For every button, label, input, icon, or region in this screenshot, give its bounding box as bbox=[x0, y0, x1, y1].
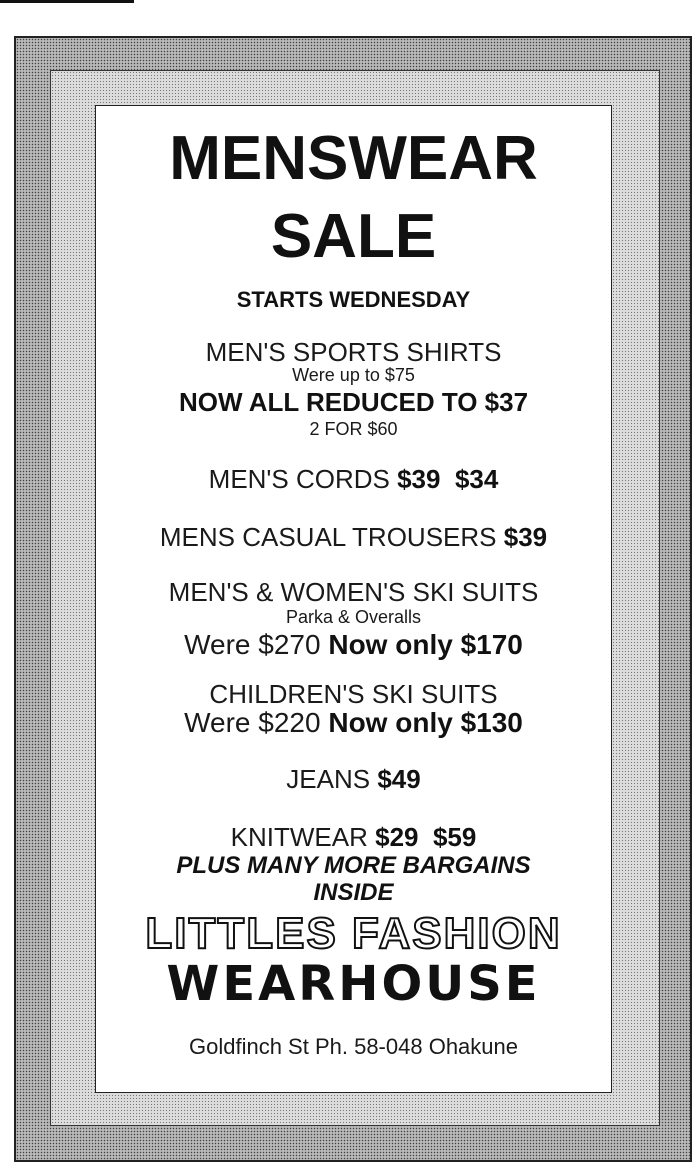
skisuits-title: MEN'S & WOMEN'S SKI SUITS bbox=[168, 577, 539, 607]
shirts-now: NOW ALL REDUCED TO $37 bbox=[178, 387, 529, 417]
starts-wednesday: STARTS WEDNESDAY bbox=[236, 287, 471, 312]
trousers-line bbox=[96, 524, 611, 550]
skisuits-was: Were $270 bbox=[184, 629, 329, 660]
skisuits-now: Now only $170 bbox=[328, 629, 523, 660]
shirts-deal: 2 FOR $60 bbox=[309, 419, 398, 439]
headline-menswear: MENSWEAR bbox=[169, 124, 538, 193]
skisuits-price-line bbox=[96, 631, 611, 659]
top-rule bbox=[0, 0, 134, 3]
jeans-line bbox=[96, 766, 611, 792]
cords-price-old: $39 bbox=[397, 464, 441, 494]
kids-price-line bbox=[96, 709, 611, 737]
trousers-label: MENS CASUAL TROUSERS bbox=[159, 522, 504, 552]
trousers-price: $39 bbox=[503, 522, 548, 552]
cords-label: MEN'S CORDS bbox=[208, 464, 398, 494]
skisuits-sub: Parka & Overalls bbox=[285, 607, 422, 627]
jeans-label: JEANS bbox=[286, 764, 378, 794]
jeans-price: $49 bbox=[377, 764, 421, 794]
cords-line bbox=[96, 466, 611, 492]
knitwear-price-2: $59 bbox=[432, 822, 477, 852]
knitwear-label: KNITWEAR bbox=[230, 822, 376, 852]
plus-inside: INSIDE bbox=[313, 879, 394, 906]
cords-price-new: $34 bbox=[454, 464, 499, 494]
advertisement-panel bbox=[95, 105, 612, 1093]
kids-was: Were $220 bbox=[184, 707, 329, 738]
shirts-was: Were up to $75 bbox=[292, 365, 415, 385]
logo-wearhouse: WEARHOUSE bbox=[166, 956, 541, 1012]
kids-now: Now only $130 bbox=[328, 707, 523, 738]
knitwear-line bbox=[96, 824, 611, 850]
kids-title: CHILDREN'S SKI SUITS bbox=[209, 679, 498, 709]
knitwear-price-1: $29 bbox=[375, 822, 419, 852]
shirts-title: MEN'S SPORTS SHIRTS bbox=[205, 337, 502, 367]
headline-sale: SALE bbox=[270, 202, 437, 271]
plus-more-bargains: PLUS MANY MORE BARGAINS bbox=[176, 852, 531, 879]
logo-littles-fashion: LITTLES FASHION bbox=[145, 909, 562, 958]
address-line: Goldfinch St Ph. 58-048 Ohakune bbox=[189, 1034, 518, 1059]
